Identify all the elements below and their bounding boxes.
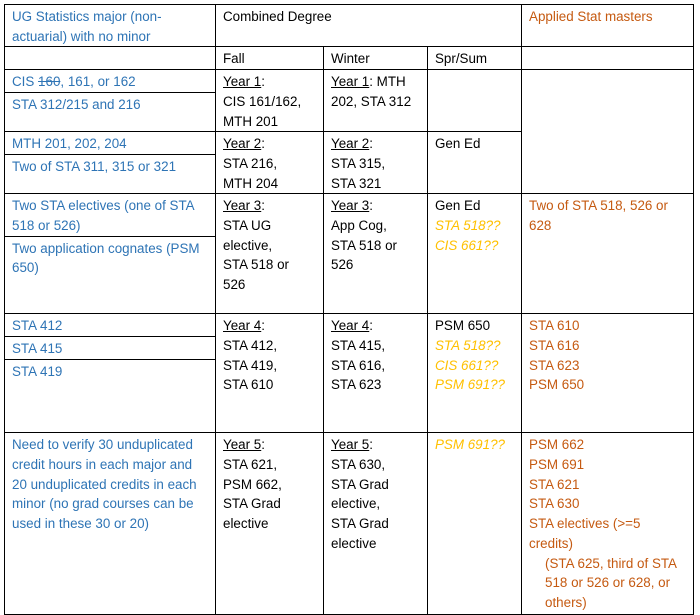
- ug-req: CIS 160, 161, or 162: [12, 74, 136, 90]
- year1-ug-cell: [5, 70, 216, 132]
- year4-winter: Year 4: STA 415, STA 616, STA 623: [324, 314, 428, 433]
- ug-req: STA 419: [5, 359, 215, 382]
- year3-ug-cell: [5, 194, 216, 314]
- term-winter: Winter: [324, 47, 428, 70]
- year3-fall: Year 3: STA UG elective, STA 518 or 526: [216, 194, 324, 314]
- year5-row: [5, 433, 694, 615]
- year5-winter: Year 5: STA 630, STA Grad elective, STA Grad elective: [324, 433, 428, 615]
- ug-major-header: UG Statistics major (non-actuarial) with no minor: [5, 5, 216, 47]
- year5-spr: PSM 691??: [428, 433, 522, 615]
- header-row-terms: [5, 47, 694, 70]
- year5-fall: Year 5: STA 621, PSM 662, STA Grad elective: [216, 433, 324, 615]
- year5-ug-note: Need to verify 30 unduplicated credit hours in each major and 20 unduplicated credits in each minor (no grad courses can be used in these 30 or 20): [5, 433, 216, 615]
- year2-ug-cell: [5, 132, 216, 194]
- year4-masters: STA 610 STA 616 STA 623 PSM 650: [522, 314, 694, 433]
- combined-degree-header: Combined Degree: [216, 5, 522, 47]
- ug-req: Two of STA 311, 315 or 321: [5, 154, 215, 177]
- empty-cell: [5, 47, 216, 70]
- year2-winter: Year 2: STA 315, STA 321: [324, 132, 428, 194]
- year3-winter: Year 3: App Cog, STA 518 or 526: [324, 194, 428, 314]
- year4-row: [5, 314, 694, 433]
- year2-spr: Gen Ed: [428, 132, 522, 194]
- ug-req: MTH 201, 202, 204: [12, 136, 127, 152]
- term-spr-sum: Spr/Sum: [428, 47, 522, 70]
- year4-fall: Year 4: STA 412, STA 419, STA 610: [216, 314, 324, 433]
- year3-spr: Gen Ed STA 518?? CIS 661??: [428, 194, 522, 314]
- masters-header: Applied Stat masters: [522, 5, 694, 47]
- year3-masters: Two of STA 518, 526 or 628: [522, 194, 694, 314]
- ug-req: STA 415: [5, 336, 215, 359]
- year1-fall: Year 1: CIS 161/162, MTH 201: [216, 70, 324, 132]
- ug-req: Two application cognates (PSM 650): [5, 236, 215, 278]
- ug-req: STA 312/215 and 216: [5, 92, 215, 115]
- year1-row: [5, 70, 694, 132]
- year1-winter: Year 1: MTH 202, STA 312: [324, 70, 428, 132]
- header-row-titles: [5, 5, 694, 47]
- year5-masters: PSM 662 PSM 691 STA 621 STA 630 STA electives (>=5 credits) (STA 625, third of STA 518 or 526 or 628, or others): [522, 433, 694, 615]
- year2-fall: Year 2: STA 216, MTH 204: [216, 132, 324, 194]
- ug-req: STA 412: [12, 318, 63, 334]
- year1-spr: [428, 70, 522, 132]
- empty-cell: [522, 47, 694, 70]
- year4-ug-cell: [5, 314, 216, 433]
- degree-plan-table: [4, 4, 694, 615]
- masters-elective-note: (STA 625, third of STA 518 or 526 or 628, or others): [545, 555, 677, 610]
- year3-row: [5, 194, 694, 314]
- term-fall: Fall: [216, 47, 324, 70]
- ug-req: Two STA electives (one of STA 518 or 526): [12, 198, 194, 234]
- masters-years1-2: [522, 70, 694, 194]
- year4-spr: PSM 650 STA 518?? CIS 661?? PSM 691??: [428, 314, 522, 433]
